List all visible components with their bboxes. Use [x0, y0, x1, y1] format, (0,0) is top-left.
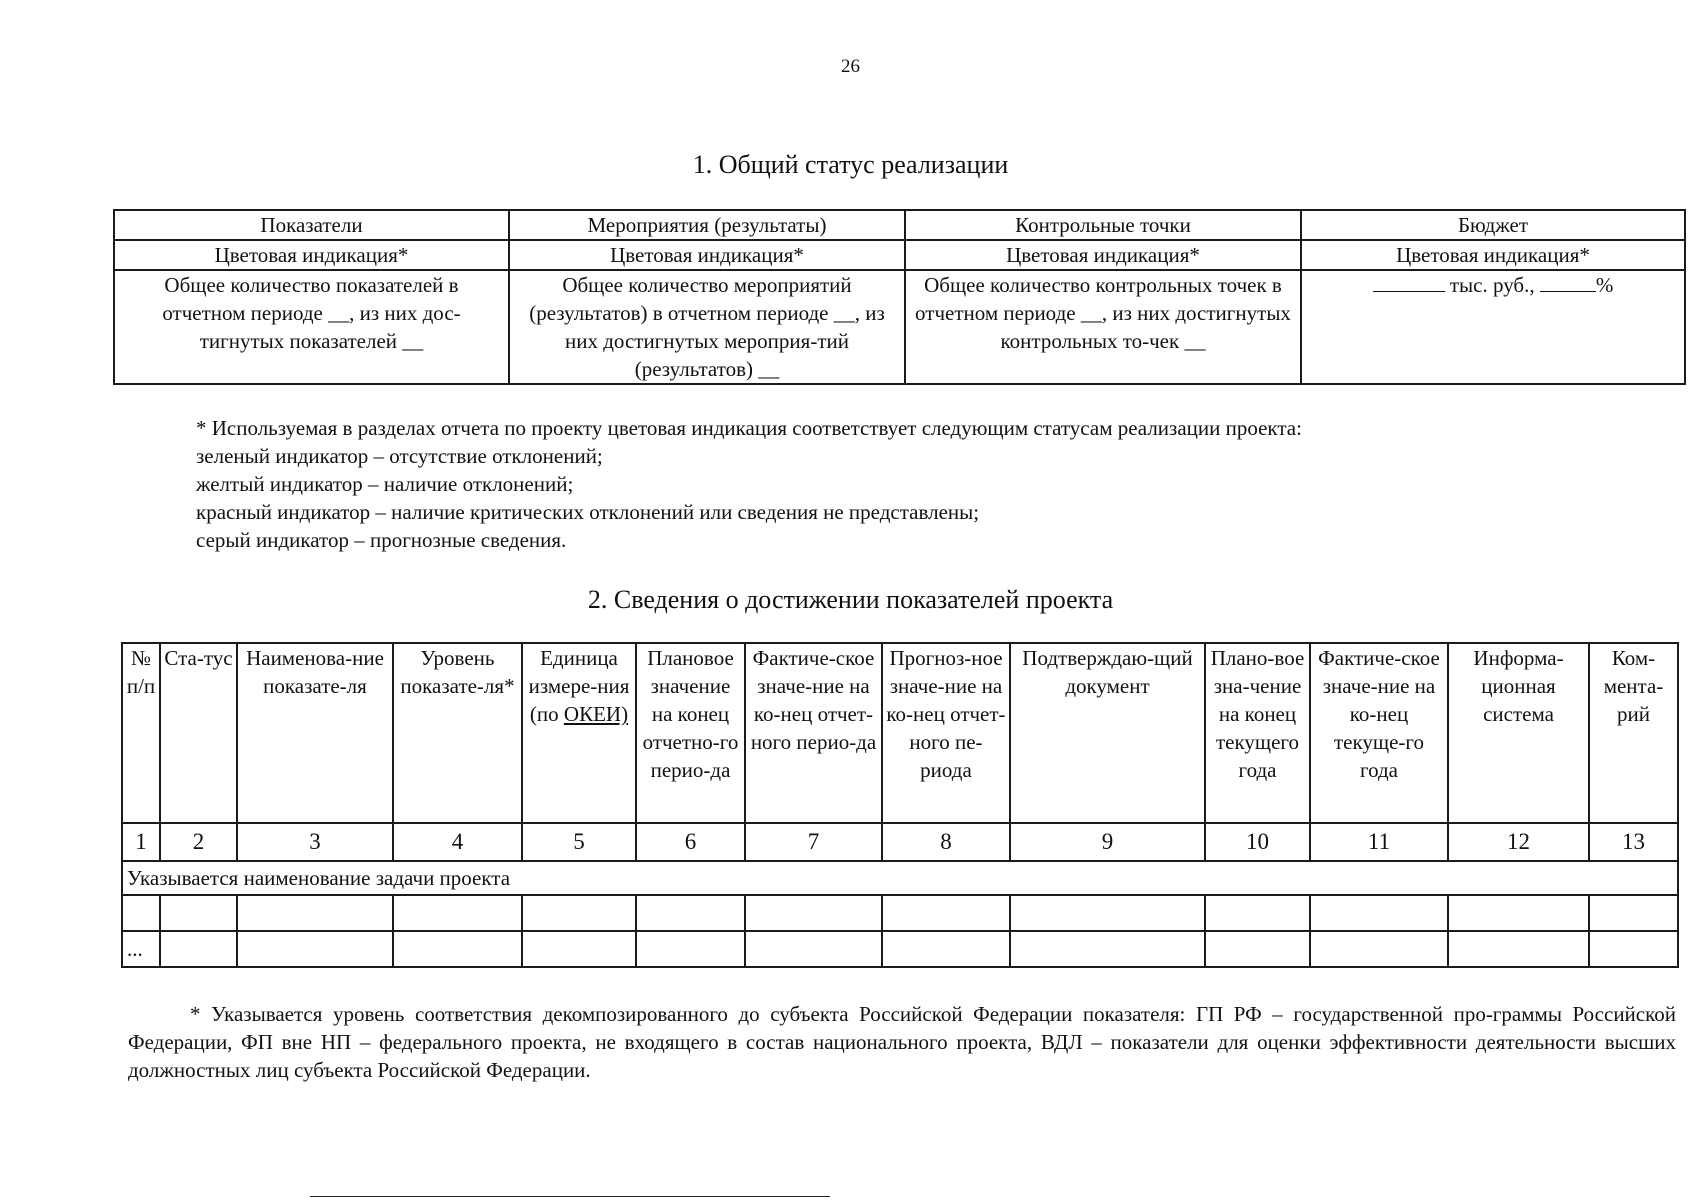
table-cell	[745, 895, 882, 931]
header-unit-text: Единица измере-ния (по	[528, 646, 630, 726]
indicators-header-row	[122, 643, 1678, 823]
indicators-table	[121, 642, 1679, 968]
table-cell	[636, 895, 745, 931]
bottom-rule	[310, 1196, 830, 1197]
color-indication-label: Цветовая индикация*	[905, 240, 1301, 270]
table-cell	[522, 895, 636, 931]
section-title-indicators: 2. Сведения о достижении показателей проекта	[587, 585, 1114, 614]
header-number: № п/п	[122, 643, 160, 823]
header-comment: Ком-мента-рий	[1589, 643, 1678, 823]
column-number-row	[122, 823, 1678, 861]
header-planned-year: Плано-вое зна-чение на конец текущего года	[1205, 643, 1310, 823]
column-number: 13	[1589, 823, 1678, 861]
col-header-measures: Мероприятия (результаты)	[509, 210, 905, 240]
table-cell	[160, 895, 237, 931]
footnote-line: * Используемая в разделах отчета по проекту цветовая индикация соответствует следующим статусам реализации проекта:	[196, 416, 1302, 440]
budget-percent-sign: %	[1595, 273, 1614, 297]
column-number: 12	[1448, 823, 1589, 861]
table-cell	[393, 895, 522, 931]
table-cell	[1205, 895, 1310, 931]
table-cell	[522, 931, 636, 967]
budget-summary	[1301, 270, 1685, 384]
col-header-indicators: Показатели	[114, 210, 509, 240]
table-cell	[882, 931, 1010, 967]
header-unit	[522, 643, 636, 823]
header-actual-year: Фактиче-ское значе-ние на ко-нец текуще-го года	[1310, 643, 1448, 823]
footnote-line: красный индикатор – наличие критических отклонений или сведения не представлены;	[196, 500, 980, 524]
table-cell	[1010, 895, 1205, 931]
budget-unit: тыс. руб.,	[1449, 273, 1535, 297]
table-cell	[1310, 895, 1448, 931]
table-cell	[882, 895, 1010, 931]
color-indication-footnote	[196, 414, 1596, 554]
page-number: 26	[841, 56, 860, 77]
task-row	[122, 861, 1678, 895]
table-cell	[160, 931, 237, 967]
indicators-summary: Общее количество показателей в отчетном периоде __, из них дос-тигнутых показателей __	[114, 270, 509, 384]
table-cell	[1205, 931, 1310, 967]
table-row	[122, 895, 1678, 931]
measures-summary: Общее количество мероприятий (результатов) в отчетном периоде __, из них достигнутых мероприя-тий (результатов) __	[509, 270, 905, 384]
color-indication-label: Цветовая индикация*	[509, 240, 905, 270]
table-cell	[237, 931, 393, 967]
column-number: 10	[1205, 823, 1310, 861]
col-header-checkpoints: Контрольные точки	[905, 210, 1301, 240]
footnote-line: зеленый индикатор – отсутствие отклонений;	[196, 444, 603, 468]
column-number: 7	[745, 823, 882, 861]
footnote-line: серый индикатор – прогнозные сведения.	[196, 528, 567, 552]
header-actual-period: Фактиче-ское значе-ние на ко-нец отчет-ного перио-да	[745, 643, 882, 823]
column-number: 4	[393, 823, 522, 861]
header-indicator-level: Уровень показате-ля*	[393, 643, 522, 823]
status-table	[113, 209, 1686, 385]
color-indication-row	[114, 240, 1685, 270]
color-indication-label: Цветовая индикация*	[1301, 240, 1685, 270]
header-status: Ста-тус	[160, 643, 237, 823]
column-number: 8	[882, 823, 1010, 861]
indicator-level-footnote: * Указывается уровень соответствия декомпозированного до субъекта Российской Федерации показателя: ГП РФ – государственной про-граммы Российской Федерации, ФП вне НП – федерального проекта, не входящего в состав национального проекта, ВДЛ – показатели для оценки эффективности деятельности высших должностных лиц субъекта Российской Федерации.	[128, 1002, 1676, 1082]
column-number: 11	[1310, 823, 1448, 861]
column-number: 9	[1010, 823, 1205, 861]
status-header-row	[114, 210, 1685, 240]
col-header-budget: Бюджет	[1301, 210, 1685, 240]
table-cell	[1589, 895, 1678, 931]
column-number: 6	[636, 823, 745, 861]
column-number: 1	[122, 823, 160, 861]
table-cell	[122, 895, 160, 931]
okei-link[interactable]: ОКЕИ)	[563, 702, 629, 726]
table-cell	[1010, 931, 1205, 967]
table-cell	[636, 931, 745, 967]
section-title-status: 1. Общий статус реализации	[692, 150, 1009, 179]
header-indicator-name: Наименова-ние показате-ля	[237, 643, 393, 823]
status-body-row	[114, 270, 1685, 384]
column-number: 2	[160, 823, 237, 861]
table-cell	[1589, 931, 1678, 967]
header-forecast-period: Прогноз-ное значе-ние на ко-нец отчет-ного пе-риода	[882, 643, 1010, 823]
column-number: 3	[237, 823, 393, 861]
budget-amount-blank	[1373, 273, 1445, 292]
ellipsis-cell: ...	[122, 931, 160, 967]
header-info-system: Информа-ционная система	[1448, 643, 1589, 823]
color-indication-label: Цветовая индикация*	[114, 240, 509, 270]
table-row	[122, 931, 1678, 967]
budget-percent-blank	[1540, 273, 1596, 292]
table-cell	[745, 931, 882, 967]
table-cell	[1448, 895, 1589, 931]
header-supporting-document: Подтверждаю-щий документ	[1010, 643, 1205, 823]
footnote-line: желтый индикатор – наличие отклонений;	[196, 472, 574, 496]
table-cell	[393, 931, 522, 967]
task-name: Указывается наименование задачи проекта	[122, 861, 1678, 895]
table-cell	[237, 895, 393, 931]
table-cell	[1448, 931, 1589, 967]
table-cell	[1310, 931, 1448, 967]
checkpoints-summary: Общее количество контрольных точек в отчетном периоде __, из них достигнутых контрольных то-чек __	[905, 270, 1301, 384]
header-planned-period: Плановое значение на конец отчетно-го перио-да	[636, 643, 745, 823]
column-number: 5	[522, 823, 636, 861]
